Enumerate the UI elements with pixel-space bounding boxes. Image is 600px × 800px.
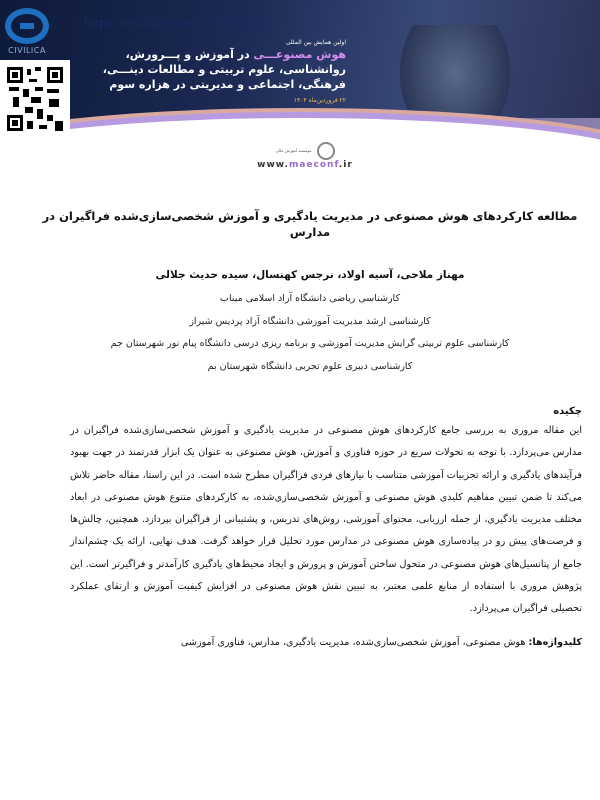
conference-title-line1: در آموزش و پـــرورش، xyxy=(125,48,254,61)
document-url[interactable]: https://civilica.com/doc/2281069/ xyxy=(84,16,273,31)
conference-title-line2: روانشناسی، علوم تربیتی و مطالعات دینـــی، xyxy=(102,63,346,76)
organizer-name: موسسه آموزش عالی xyxy=(275,148,312,153)
website-suffix: .ir xyxy=(338,159,353,170)
keywords-label: کلیدواژه‌ها: xyxy=(528,636,582,648)
abstract-heading: چکیده xyxy=(553,406,582,417)
qr-code-icon xyxy=(0,60,70,140)
civilica-icon xyxy=(5,8,49,44)
conference-banner xyxy=(0,0,600,180)
website-name: maeconf xyxy=(288,159,339,170)
conference-date: ۲۲ فروردین‌ماه ۱۴۰۴ xyxy=(293,97,346,104)
affiliation: کارشناسی ریاضی دانشگاه آزاد اسلامی میناب xyxy=(220,293,400,304)
conference-pretitle: اولین همایش بین المللی xyxy=(285,39,346,46)
keywords xyxy=(70,635,582,651)
paper-title: مطالعه کارکردهای هوش مصنوعی در مدیریت یادگیری و آموزش شخصی‌سازی‌شده فراگیران در مدارس xyxy=(42,209,578,239)
organizer-seal-icon xyxy=(317,142,335,160)
civilica-logo-text: CIVILICA xyxy=(8,46,46,55)
author-block xyxy=(40,266,580,378)
keywords-text: هوش مصنوعی، آموزش شخصی‌سازی‌شده، مدیریت یادگیری، مدارس، فناوری آموزشی xyxy=(180,636,526,648)
conference-title-highlight: هوش مصنوعـــی xyxy=(253,48,346,61)
paper-authors: مهناز ملاحی، آسیه اولاد، نرجس کهنسال، سیده حدیث جلالی xyxy=(155,269,465,281)
conference-title-line3: فرهنگی، اجتماعی و مدیریتی در هزاره سوم xyxy=(109,78,346,91)
affiliation: کارشناسی علوم تربیتی گرایش مدیریت آموزشی و برنامه ریزی درسی دانشگاه پیام نور شهرستان جم xyxy=(110,338,510,349)
affiliation: کارشناسی دبیری علوم تجربی دانشگاه شهرستان بم xyxy=(207,360,413,372)
abstract-section xyxy=(70,404,582,651)
conference-title xyxy=(76,38,346,105)
website-prefix: www. xyxy=(257,159,289,170)
conference-website[interactable] xyxy=(255,160,355,170)
affiliation: کارشناسی ارشد مدیریت آموزشی دانشگاه آزاد پردیس شیراز xyxy=(189,315,431,327)
organizer-block xyxy=(255,140,355,170)
abstract-text: این مقاله مروری به بررسی جامع کارکردهای هوش مصنوعی در مدیریت یادگیری و آموزش شخصی‌سازی‌شده فراگیران در مدارس می‌پردازد. با توجه به تحولات سریع در حوزه فناوری و آموزش، هوش مصنوعی به عنوان یک ابزار قدرتمند در جهت بهبود فرآیندهای یادگیری و ارائه تجربیات آموزشی متناسب با نیازهای فردی فراگیران مطرح شده است. در این راستا، مقاله حاضر تلاش می‌کند تا ضمن تبیین مفاهیم کلیدی هوش مصنوعی و آموزش شخصی‌سازی‌شده، به کارکردهای متنوع هوش مصنوعی در ابعاد مختلف مدیریت یادگیری، از جمله ارزیابی، محتوای آموزشی، روش‌های تدریس، و پشتیبانی از فراگیران بپردازد. همچنین، چالش‌ها و فرصت‌های پیش رو در پیاده‌سازی هوش مصنوعی در مدارس مورد تحلیل قرار خواهد گرفت. هدف نهایی، ارائه یک چشم‌انداز جامع از پتانسیل‌های هوش مصنوعی در متحول ساختن آموزش و پرورش و ایجاد محیط‌های یادگیری کارآمدتر و فراگیرتر است. این پژوهش مروری با استفاده از منابع علمی معتبر، به تبیین نقش هوش مصنوعی در افزایش کیفیت آموزش و ارتقای عملکرد تحصیلی فراگیران می‌پردازد. xyxy=(70,425,582,615)
civilica-logo[interactable] xyxy=(4,8,50,60)
